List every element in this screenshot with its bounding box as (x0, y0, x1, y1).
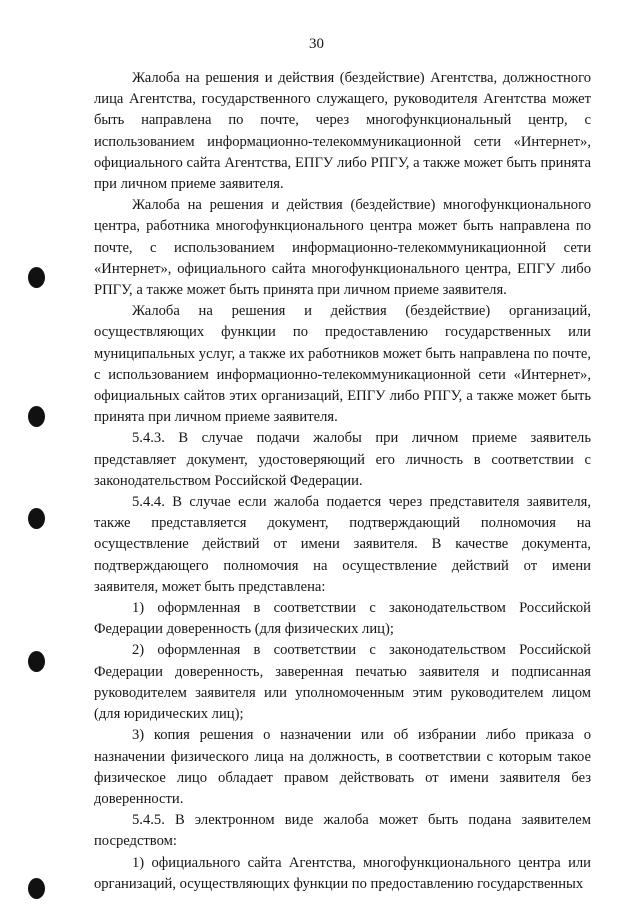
binder-hole-icon (28, 508, 45, 529)
paragraph-5-4-5: 5.4.5. В электронном виде жалоба может быть подана заявителем посредством: (94, 812, 591, 850)
binder-hole-icon (28, 651, 45, 672)
body-text (94, 68, 591, 895)
paragraph-5-4-3: 5.4.3. В случае подачи жалобы при личном приеме заявитель представляет документ, удостоверяющий его личность в соответствии с законодательством Российской Федерации. (94, 430, 591, 489)
binder-hole-icon (28, 406, 45, 427)
page-number: 30 (309, 36, 324, 52)
list-item-electronic-1: 1) официального сайта Агентства, многофункционального центра или организаций, осуществляющих функции по предоставлению государственных (94, 854, 591, 892)
paragraph-5-4-4: 5.4.4. В случае если жалоба подается через представителя заявителя, также представляется документ, подтверждающий полномочия на осуществление действий от имени заявителя. В качестве документа, подтверждающего полномочия на осуществление действий от имени заявителя, может быть представлена: (94, 494, 591, 595)
list-item-2: 2) оформленная в соответствии с законодательством Российской Федерации доверенность, заверенная печатью заявителя и подписанная руководителем заявителя или уполномоченным этим руководителем лицом (для юридических лиц); (94, 642, 591, 723)
list-item-1: 1) оформленная в соответствии с законодательством Российской Федерации доверенность (для физических лиц); (94, 600, 591, 638)
paragraph-complaint-agency: Жалоба на решения и действия (бездействие) Агентства, должностного лица Агентства, государственного служащего, руководителя Агентства может быть направлена по почте, через многофункциональный центр, с использованием информационно-телекоммуникационной сети «Интернет», официального сайта Агентства, ЕПГУ либо РПГУ, а также может быть принята при личном приеме заявителя. (94, 70, 591, 193)
list-item-3: 3) копия решения о назначении или об избрании либо приказа о назначении физического лица на должность, в соответствии с которым такое физическое лицо обладает правом действовать от имени заявителя без доверенности. (94, 727, 591, 807)
binder-hole-icon (28, 267, 45, 288)
paragraph-complaint-mfc: Жалоба на решения и действия (бездействие) многофункционального центра, работника многофункционального центра может быть направлена по почте, с использованием информационно-телекоммуникационной сети «Интернет», официального сайта многофункционального центра, ЕПГУ либо РПГУ, а также может быть принята при личном приеме заявителя. (94, 197, 591, 299)
paragraph-complaint-organizations: Жалоба на решения и действия (бездействие) организаций, осуществляющих функции по предоставлению государственных или муниципальных услуг, а также их работников может быть направлена по почте, с использованием информационно-телекоммуникационной сети «Интернет», официальных сайтов этих организаций, ЕПГУ либо РПГУ, а также может быть принята при личном приеме заявителя. (94, 303, 591, 426)
binder-hole-icon (28, 878, 45, 899)
